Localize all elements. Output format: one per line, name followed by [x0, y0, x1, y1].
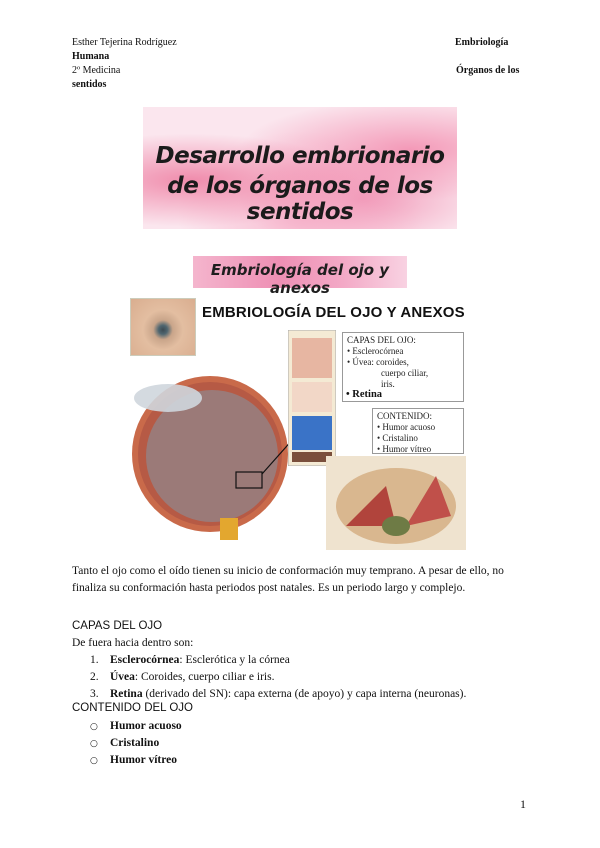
- capas-box-item: cuerpo ciliar,: [381, 368, 429, 378]
- header-author: Esther Tejerina Rodríguez: [72, 37, 177, 48]
- intro-paragraph: [72, 563, 532, 597]
- header-subject-line1: Embriología: [455, 37, 509, 48]
- capas-item-number: 1.: [90, 654, 99, 666]
- contenido-item-text: Cristalino: [110, 737, 160, 749]
- header-course: 2º Medicina: [72, 65, 121, 76]
- figure-title: EMBRIOLOGÍA DEL OJO Y ANEXOS: [202, 304, 465, 321]
- header-subject: [455, 37, 508, 49]
- contenido-box-item: • Humor vítreo: [377, 444, 432, 454]
- contenido-box-title: CONTENIDO:: [377, 411, 432, 421]
- header-subject-continued: [72, 51, 109, 63]
- eye-photo: [130, 298, 196, 356]
- capas-item-desc: : Coroides, cuerpo ciliar e iris.: [134, 671, 275, 683]
- capas-item-2: [90, 669, 274, 686]
- capas-box-item: • Úvea: coroides,: [347, 357, 409, 367]
- capas-box-item: • Esclerocórnea: [347, 346, 404, 356]
- header-topic-line2: sentidos: [72, 79, 107, 90]
- retina-layers-illustration: [288, 330, 336, 466]
- capas-item-term: Úvea: [110, 671, 135, 683]
- capas-item-1: [90, 652, 290, 669]
- orbit-muscles-illustration: [326, 456, 466, 550]
- intro-text: Tanto el ojo como el oído tienen su inicio de conformación muy temprano. A pesar de ello, no finaliza su conformación hasta periodos post natales. Es un periodo largo y complejo.: [72, 565, 504, 594]
- contenido-item-2: [90, 735, 159, 753]
- banner-line-1: Desarrollo embrionario: [155, 143, 445, 169]
- title-banner: [143, 107, 457, 229]
- contenido-item-1: [90, 718, 182, 736]
- banner-line-2: de los órganos de los sentidos: [167, 173, 433, 225]
- capas-heading: CAPAS DEL OJO: [72, 620, 163, 632]
- header-topic-continued: [72, 79, 106, 91]
- capas-item-term: Esclerocórnea: [110, 654, 180, 666]
- page-number: 1: [520, 797, 526, 811]
- contenido-box: [372, 408, 464, 454]
- header-topic-line1: Órganos de los: [456, 65, 520, 76]
- capas-item-number: 3.: [90, 688, 99, 700]
- capas-item-desc: : Esclerótica y la córnea: [179, 654, 290, 666]
- bullet-icon: ○: [90, 722, 98, 732]
- capas-item-number: 2.: [90, 671, 99, 683]
- bullet-icon: ○: [90, 739, 98, 749]
- header-topic: [456, 65, 519, 77]
- capas-box-title: CAPAS DEL OJO:: [347, 335, 416, 345]
- section-banner: [193, 256, 407, 297]
- header-subject-line2: Humana: [72, 51, 110, 62]
- contenido-heading: CONTENIDO DEL OJO: [72, 702, 193, 714]
- contenido-item-3: [90, 752, 177, 770]
- capas-item-term: Retina: [110, 688, 143, 700]
- contenido-item-text: Humor vítreo: [110, 754, 177, 766]
- contenido-item-text: Humor acuoso: [110, 720, 182, 732]
- contenido-box-item: • Humor acuoso: [377, 422, 436, 432]
- capas-item-desc: (derivado del SN): capa externa (de apoyo) y capa interna (neuronas).: [142, 688, 467, 700]
- capas-box-item: iris.: [381, 379, 395, 389]
- capas-box-retina: • Retina: [346, 389, 383, 400]
- eye-figure: [128, 296, 468, 552]
- bullet-icon: ○: [90, 756, 98, 766]
- capas-item-3: [90, 686, 466, 703]
- section-banner-text: Embriología del ojo y anexos: [210, 261, 390, 297]
- capas-lead: De fuera hacia dentro son:: [72, 637, 194, 649]
- contenido-box-item: • Cristalino: [377, 433, 418, 443]
